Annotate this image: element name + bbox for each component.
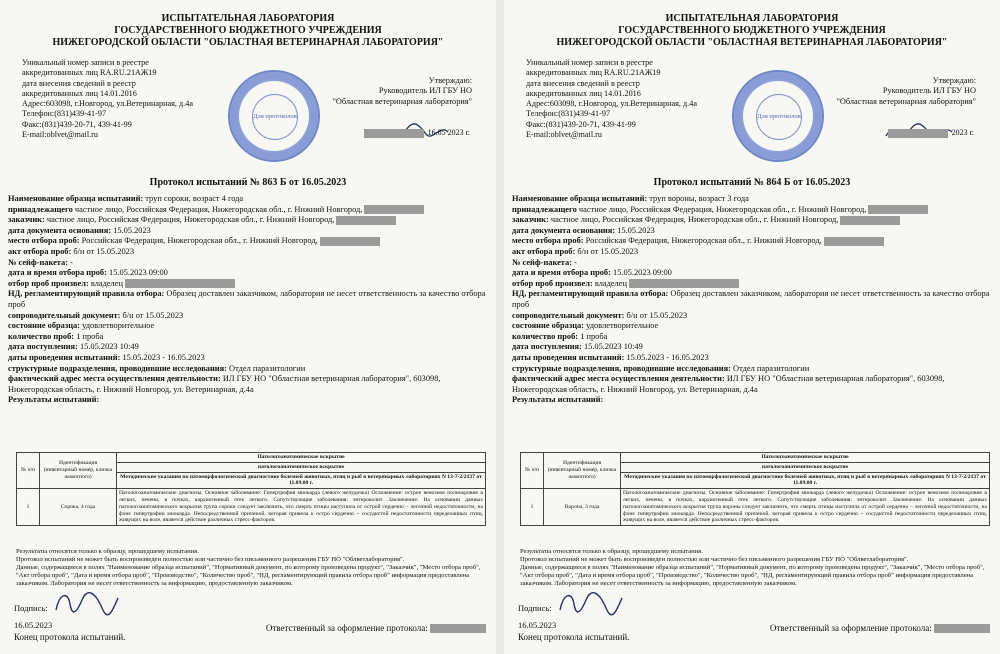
field-label: НД, регламентирующий правила отбора:	[512, 289, 669, 299]
protocol-title: Протокол испытаний № 863 Б от 16.05.2023	[149, 177, 347, 188]
row-number: 1	[17, 489, 40, 526]
protocol-field-row	[512, 215, 990, 226]
footer-line: Результаты относятся только к образцу, прошедшему испытания.	[16, 548, 199, 555]
field-value: владелец	[592, 278, 627, 288]
signature-icon	[556, 590, 626, 616]
table-row	[17, 489, 486, 526]
redacted-block	[364, 129, 424, 138]
redacted-block	[320, 237, 380, 246]
signature-icon	[52, 590, 122, 616]
field-label: структурные подразделения, проводившие исследования:	[512, 363, 731, 373]
row-identification: Ворона, 3 года	[544, 489, 621, 526]
row-result: Патологоанатомические диагнозы. Основное заболевание: Гипертрофия миокарда (левого желудочка) Осложнение: острое венозное полнокровие в легких, печени, в почках, кардиогенный отек легкого. Сопутствующие заболевания: энтероколит. Заключение: На основании данных патологоанатомического вскрытия трупа сороки следует заключить, что смерть птицы наступила от острой сердечно – легочной недостаточности, на фоне гипертрофии миокарда. Непосредственной причиной, которая привела к остро сердечно – сосудистой недостаточности переделанных птиц, живущих на воле, является действие различных стресс-факторов.	[117, 489, 486, 526]
results-table	[520, 452, 990, 526]
table-header-1: Патологоанатомическое вскрытие	[621, 453, 990, 463]
protocol-field-row	[512, 395, 990, 406]
field-value: Образец доставлен заказчиком, лаборатория не несет ответственность за качество отбора проб	[512, 289, 990, 309]
field-value: Отдел паразитологии	[226, 363, 306, 373]
field-value: б/н от 15.05.2023	[575, 246, 639, 256]
protocol-field-row	[8, 342, 486, 353]
field-label: состояние образца:	[8, 321, 81, 331]
field-label: фактический адрес места осуществления деятельности:	[8, 374, 221, 384]
protocol-field-row	[512, 353, 990, 364]
protocol-field-row	[8, 215, 486, 226]
protocol-title: Протокол испытаний № 864 Б от 16.05.2023	[653, 177, 851, 188]
org-header	[504, 13, 1000, 49]
field-label: фактический адрес места осуществления деятельности:	[512, 374, 725, 384]
footer-line: Данные, содержащиеся в полях "Наименование образца испытаний", "Нормативный документ, по которому произведена продукт", "Заказчик", "Место отбора проб", "Акт отбора проб", "Дата и время отбора проб", "Производство", "Количество проб", "НД, регламентирующий правила отбора проб" информация предоставлена заказчиком. Лаборатория не несет ответственность за информацию, предоставленную заказчиком.	[520, 564, 985, 587]
field-value: владелец	[88, 278, 123, 288]
field-value: 15.05.2023 10:49	[581, 342, 643, 352]
field-value: б/н от 15.05.2023	[120, 310, 184, 320]
redacted-block	[364, 205, 424, 214]
protocol-field-row	[512, 364, 990, 375]
contact-line: Уникальный номер записи в реестре	[22, 58, 149, 67]
field-value: Российская Федерация, Нижегородская обл., г. Нижний Новгород,	[583, 236, 822, 246]
redacted-block	[868, 205, 928, 214]
field-value: Отдел паразитологии	[730, 363, 810, 373]
field-label: сопроводительный документ:	[512, 310, 625, 320]
field-value: ИЛ ГБУ НО "Областная ветеринарная лаборатория", 603098, Нижегородская область, г. Нижний Новгород, ул. Ветеринарная, д.4а	[512, 374, 945, 394]
col-number-header: № п/п	[17, 453, 40, 489]
signature-label: Подпись:	[518, 603, 552, 613]
table-row	[521, 489, 990, 526]
field-label: дата поступления:	[512, 342, 582, 352]
field-value: 1 проба	[74, 331, 104, 341]
protocol-field-row	[512, 236, 990, 247]
protocol-field-row	[8, 236, 486, 247]
col-id-header: Идентификация (инвентарный номер, кличка животного)	[544, 453, 621, 489]
redacted-block	[629, 279, 739, 288]
protocol-field-row	[512, 247, 990, 258]
stamp-center: Для протоколов	[756, 94, 802, 140]
protocol-field-row	[512, 289, 990, 310]
field-value: частное лицо, Российская Федерация, Нижегородская обл., г. Нижний Новгород,	[44, 215, 335, 225]
protocol-field-row	[8, 226, 486, 237]
protocol-field-row	[8, 258, 486, 269]
protocol-863-page	[0, 0, 496, 654]
responsible-line: Ответственный за оформление протокола:	[770, 623, 990, 633]
footer-notes	[520, 548, 988, 588]
field-label: Наименование образца испытаний:	[512, 194, 648, 203]
protocol-field-row	[512, 342, 990, 353]
field-value: 15.05.2023	[111, 225, 151, 235]
protocol-field-row	[8, 205, 486, 216]
footer-line: Результаты относятся только к образцу, прошедшему испытания.	[520, 548, 703, 555]
contact-line: Факс:(831)439-20-71, 439-41-99	[22, 119, 132, 129]
contact-line: дата внесения сведений в реестр	[526, 78, 640, 88]
org-line: ИСПЫТАТЕЛЬНАЯ ЛАБОРАТОРИЯ	[161, 13, 335, 24]
protocol-fields	[8, 194, 486, 406]
protocol-field-row	[8, 321, 486, 332]
field-label: Результаты испытаний:	[8, 395, 100, 405]
protocol-field-row	[512, 311, 990, 322]
org-line: ИСПЫТАТЕЛЬНАЯ ЛАБОРАТОРИЯ	[665, 13, 839, 24]
field-value: -	[68, 257, 73, 267]
field-label: принадлежащего	[512, 204, 577, 214]
protocol-field-row	[8, 279, 486, 290]
field-value: Образец доставлен заказчиком, лаборатория не несет ответственность за качество отбора проб	[8, 289, 486, 309]
col-id-header: Идентификация (инвентарный номер, кличка животного)	[40, 453, 117, 489]
org-line: НИЖЕГОРОДСКОЙ ОБЛАСТИ "ОБЛАСТНАЯ ВЕТЕРИНАРНАЯ ЛАБОРАТОРИЯ"	[556, 37, 948, 48]
contact-line: E-mail:oblvet@mail.ru	[526, 130, 602, 140]
field-label: заказчик:	[8, 215, 45, 225]
field-value: ИЛ ГБУ НО "Областная ветеринарная лаборатория", 603098, Нижегородская область, г. Нижний Новгород, ул. Ветеринарная, д.4а	[8, 374, 441, 394]
protocol-field-row	[8, 364, 486, 375]
field-label: количество проб:	[512, 331, 579, 341]
row-identification: Сорока, 4 года	[40, 489, 117, 526]
contact-line: E-mail:oblvet@mail.ru	[22, 130, 98, 140]
table-header-3: Методические указания по патоморфологической диагностике болезней животных, птиц и рыб в ветеринарных лабораториях N 13-7-2/2137 от 11.09.00 г.	[621, 472, 990, 489]
protocol-field-row	[512, 258, 990, 269]
field-value: 15.05.2023	[615, 225, 655, 235]
field-value: удовлетворительное	[584, 321, 659, 331]
field-label: Наименование образца испытаний:	[8, 194, 144, 203]
field-label: акт отбора проб:	[8, 246, 72, 256]
protocol-864-page	[504, 0, 1000, 654]
approval-date: 16.05 2023 г.	[364, 128, 470, 138]
field-value: частное лицо, Российская Федерация, Нижегородская обл., г. Нижний Новгород,	[576, 204, 867, 214]
signature-label: Подпись:	[14, 603, 48, 613]
protocol-field-row	[512, 205, 990, 216]
field-label: сопроводительный документ:	[8, 310, 121, 320]
footer-line: Протокол испытаний не может быть воспроизведен полностью или частично без письменного разрешения ГБУ НО "Облветлаборатория".	[520, 556, 909, 563]
protocol-field-row	[512, 226, 990, 237]
field-value: б/н от 15.05.2023	[71, 246, 135, 256]
field-label: № сейф-пакета:	[8, 257, 68, 267]
protocol-field-row	[8, 311, 486, 322]
field-label: отбор проб произвел:	[8, 278, 89, 288]
responsible-line: Ответственный за оформление протокола:	[266, 623, 486, 633]
protocol-field-row	[8, 289, 486, 310]
protocol-fields	[512, 194, 990, 406]
field-value: 1 проба	[578, 331, 608, 341]
results-table	[16, 452, 486, 526]
contact-line: аккредитованных лиц RA.RU.21АЖ19	[22, 68, 157, 78]
redacted-block	[125, 279, 235, 288]
row-number: 1	[521, 489, 544, 526]
field-label: даты проведения испытаний:	[8, 352, 121, 362]
approve-line: Руководитель ИЛ ГБУ НО	[378, 86, 472, 96]
redacted-block	[824, 237, 884, 246]
footer-line: Протокол испытаний не может быть воспроизведен полностью или частично без письменного разрешения ГБУ НО "Облветлаборатория".	[16, 556, 405, 563]
field-label: заказчик:	[512, 215, 549, 225]
org-header	[0, 13, 496, 49]
approval-block	[302, 76, 472, 107]
protocol-field-row	[8, 353, 486, 364]
field-value: 15.05.2023 - 16.05.2023	[624, 352, 709, 362]
field-value: частное лицо, Российская Федерация, Нижегородская обл., г. Нижний Новгород,	[72, 204, 363, 214]
field-label: отбор проб произвел:	[512, 278, 593, 288]
approve-line: Руководитель ИЛ ГБУ НО	[882, 86, 976, 96]
stamp-center: Для протоколов	[252, 94, 298, 140]
field-label: Результаты испытаний:	[512, 395, 604, 405]
protocol-field-row	[512, 321, 990, 332]
protocol-field-row	[512, 279, 990, 290]
contact-line: аккредитованных лиц 14.01.2016	[22, 88, 137, 98]
protocol-field-row	[8, 194, 486, 205]
field-value: 15.05.2023 09:00	[106, 268, 168, 278]
field-label: № сейф-пакета:	[512, 257, 572, 267]
protocol-end: Конец протокола испытаний.	[518, 632, 630, 642]
signature-date: 16.05.2023	[518, 620, 557, 630]
field-value: 15.05.2023 - 16.05.2023	[120, 352, 205, 362]
signature-date: 16.05.2023	[14, 620, 53, 630]
field-label: дата документа основания:	[8, 225, 112, 235]
field-value: труп вороны, возраст 3 года	[647, 194, 749, 203]
protocol-field-row	[8, 374, 486, 395]
approve-line: Утверждаю:	[428, 76, 472, 85]
approve-line: "Областная ветеринарная лаборатория"	[836, 96, 976, 106]
table-header-2: патологоанатомическое вскрытие	[621, 462, 990, 472]
approval-block	[806, 76, 976, 107]
field-label: место отбора проб:	[8, 236, 80, 246]
protocol-field-row	[8, 247, 486, 258]
approve-line: Утверждаю:	[932, 76, 976, 85]
field-label: место отбора проб:	[512, 236, 584, 246]
field-label: количество проб:	[8, 331, 75, 341]
field-value: 15.05.2023 10:49	[77, 342, 139, 352]
field-label: дата документа основания:	[512, 225, 616, 235]
org-line: НИЖЕГОРОДСКОЙ ОБЛАСТИ "ОБЛАСТНАЯ ВЕТЕРИНАРНАЯ ЛАБОРАТОРИЯ"	[52, 37, 444, 48]
protocol-end: Конец протокола испытаний.	[14, 632, 126, 642]
protocol-field-row	[8, 332, 486, 343]
field-label: акт отбора проб:	[512, 246, 576, 256]
protocol-field-row	[512, 332, 990, 343]
field-label: дата поступления:	[8, 342, 78, 352]
field-label: дата и время отбора проб:	[8, 268, 107, 278]
approval-date: 2023 г.	[888, 128, 974, 138]
footer-line: Данные, содержащиеся в полях "Наименование образца испытаний", "Нормативный документ, по которому произведена продукт", "Заказчик", "Место отбора проб", "Акт отбора проб", "Дата и время отбора проб", "Производство", "Количество проб", "НД, регламентирующий правила отбора проб" информация предоставлена заказчиком. Лаборатория не несет ответственность за информацию, предоставленную заказчиком.	[16, 564, 481, 587]
contact-line: Уникальный номер записи в реестре	[526, 58, 653, 67]
redacted-block	[336, 216, 396, 225]
footer-notes	[16, 548, 484, 588]
field-value: 15.05.2023 09:00	[610, 268, 672, 278]
redacted-block	[430, 624, 486, 633]
protocol-field-row	[512, 194, 990, 205]
table-header-2: патологоанатомическое вскрытие	[117, 462, 486, 472]
field-value: частное лицо, Российская Федерация, Нижегородская обл., г. Нижний Новгород,	[548, 215, 839, 225]
field-value: б/н от 15.05.2023	[624, 310, 688, 320]
protocol-field-row	[8, 395, 486, 406]
field-label: дата и время отбора проб:	[512, 268, 611, 278]
field-label: принадлежащего	[8, 204, 73, 214]
approve-line: "Областная ветеринарная лаборатория"	[332, 96, 472, 106]
protocol-field-row	[512, 374, 990, 395]
contact-line: аккредитованных лиц RA.RU.21АЖ19	[526, 68, 661, 78]
row-result: Патологоанатомические диагнозы. Основное заболевание: Гипертрофия миокарда (левого желудочка) Осложнение: острое венозное полнокровие в легких, печени, в почках, кардиогенный отек легкого. Сопутствующие заболевания: энтероколит. Заключение: На основании данных патологоанатомического вскрытия трупа вороны следует заключить, что смерть птицы наступила от острой сердечно – легочной недостаточности, на фоне гипертрофии миокарда. Непосредственной причиной, которая привела к остро сердечно – сосудистой недостаточности переделанных птиц, живущих на воле, является действие различных стресс-факторов.	[621, 489, 990, 526]
contact-line: Адрес:603098, г.Новгород, ул.Ветеринарная, д.4а	[22, 99, 193, 109]
protocol-field-row	[512, 268, 990, 279]
protocol-field-row	[8, 268, 486, 279]
contact-line: Адрес:603098, г.Новгород, ул.Ветеринарная, д.4а	[526, 99, 697, 109]
contact-line: Факс:(831)439-20-71, 439-41-99	[526, 119, 636, 129]
org-line: ГОСУДАРСТВЕННОГО БЮДЖЕТНОГО УЧРЕЖДЕНИЯ	[114, 25, 382, 36]
redacted-block	[888, 129, 948, 138]
field-value: Российская Федерация, Нижегородская обл., г. Нижний Новгород,	[79, 236, 318, 246]
redacted-block	[934, 624, 990, 633]
contact-line: Телефон:(831)439-41-97	[526, 109, 611, 119]
table-header-3: Методические указания по патоморфологической диагностике болезней животных, птиц и рыб в ветеринарных лабораториях N 13-7-2/2137 от 11.09.00 г.	[117, 472, 486, 489]
field-label: состояние образца:	[512, 321, 585, 331]
field-value: труп сороки, возраст 4 года	[143, 194, 244, 203]
table-header-1: Патологоанатомическое вскрытие	[117, 453, 486, 463]
org-line: ГОСУДАРСТВЕННОГО БЮДЖЕТНОГО УЧРЕЖДЕНИЯ	[618, 25, 886, 36]
field-value: -	[572, 257, 577, 267]
contact-line: Телефон:(831)439-41-97	[22, 109, 107, 119]
field-value: удовлетворительное	[80, 321, 155, 331]
col-number-header: № п/п	[521, 453, 544, 489]
field-label: структурные подразделения, проводившие исследования:	[8, 363, 227, 373]
contact-line: дата внесения сведений в реестр	[22, 78, 136, 88]
redacted-block	[840, 216, 900, 225]
field-label: даты проведения испытаний:	[512, 352, 625, 362]
contact-line: аккредитованных лиц 14.01.2016	[526, 88, 641, 98]
field-label: НД, регламентирующий правила отбора:	[8, 289, 165, 299]
